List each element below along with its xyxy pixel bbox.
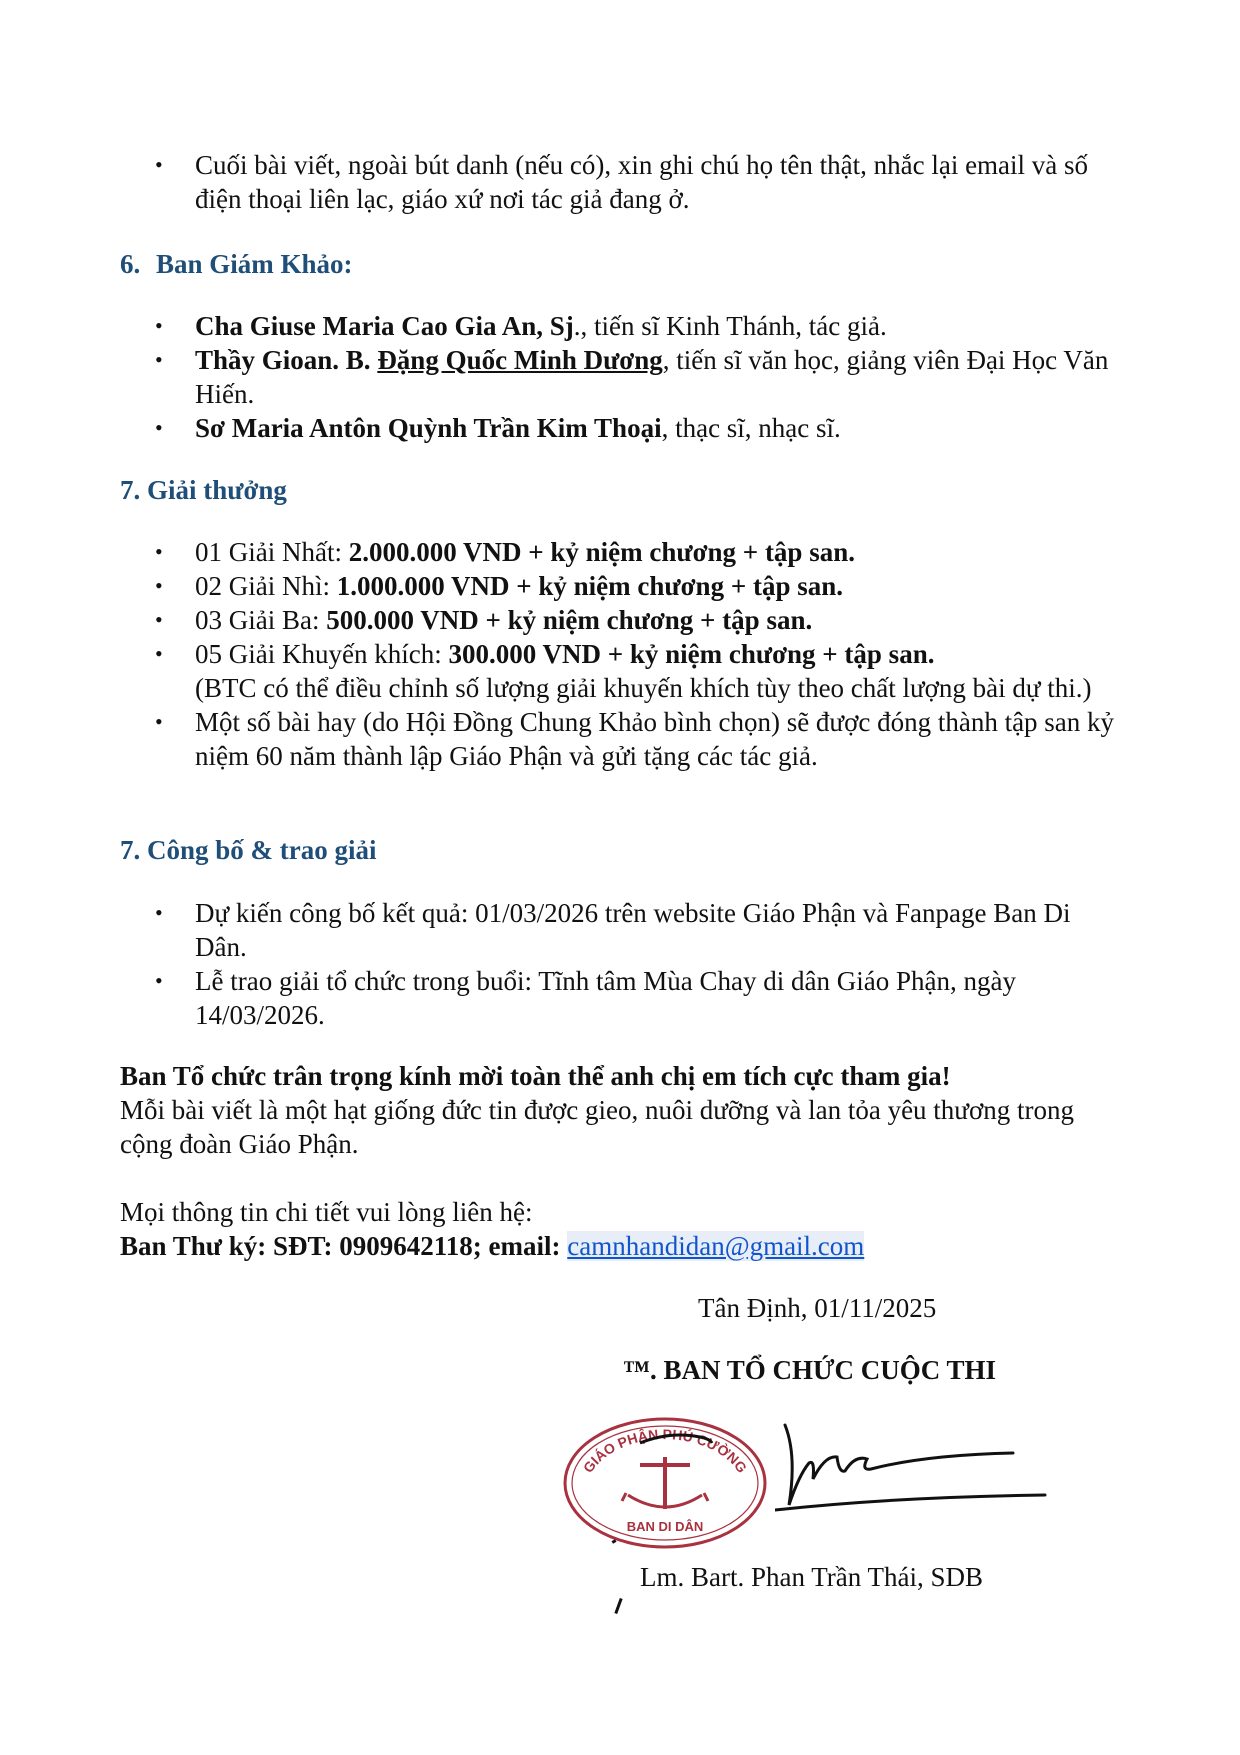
- list-item: • 02 Giải Nhì: 1.000.000 VND + kỷ niệm chương + tập san.: [0, 569, 1115, 603]
- contact-paragraph: [120, 1195, 1120, 1263]
- judges-list: [0, 309, 1115, 445]
- prize-amount: 500.000 VND + kỷ niệm chương + tập san.: [326, 605, 813, 635]
- prize-amount: 2.000.000 VND + kỷ niệm chương + tập san.: [348, 537, 855, 567]
- list-item: • 05 Giải Khuyến khích: 300.000 VND + kỷ niệm chương + tập san. (BTC có thể điều chỉnh số lượng giải khuyến khích tùy theo chất lượng bài dự thi.): [0, 637, 1115, 705]
- judge-name: Cha Giuse Maria Cao Gia An, Sj: [195, 311, 574, 341]
- section-title: 7. Công bố & trao giải: [120, 835, 377, 865]
- prizes-list: [0, 535, 1115, 773]
- signature-mark: [775, 1415, 1055, 1525]
- list-item: • Sơ Maria Antôn Quỳnh Trần Kim Thoại, thạc sĩ, nhạc sĩ.: [0, 411, 1115, 445]
- svg-text:BAN DI DÂN: BAN DI DÂN: [626, 1519, 704, 1534]
- prize-amount: 1.000.000 VND + kỷ niệm chương + tập san.: [336, 571, 843, 601]
- contact-intro: Mọi thông tin chi tiết vui lòng liên hệ:: [120, 1197, 533, 1227]
- list-item: • Cha Giuse Maria Cao Gia An, Sj., tiến sĩ Kinh Thánh, tác giả.: [0, 309, 1115, 343]
- list-item: • Dự kiến công bố kết quả: 01/03/2026 trên website Giáo Phận và Fanpage Ban Di Dân.: [0, 896, 1115, 964]
- closing-paragraph: [120, 1059, 1120, 1161]
- svg-text:GIÁO PHẬN PHÚ CƯỜNG: GIÁO PHẬN PHÚ CƯỜNG: [579, 1426, 751, 1476]
- list-item: • Một số bài hay (do Hội Đồng Chung Khảo bình chọn) sẽ được đóng thành tập san kỷ niệm 60 năm thành lập Giáo Phận và gửi tặng các tác giả.: [0, 705, 1115, 773]
- signatory-name: Lm. Bart. Phan Trần Thái, SDB: [640, 1562, 984, 1592]
- official-stamp: [560, 1413, 770, 1561]
- list-item: • Lễ trao giải tổ chức trong buổi: Tĩnh tâm Mùa Chay di dân Giáo Phận, ngày 14/03/2026.: [0, 964, 1115, 1032]
- prize-amount: 300.000 VND + kỷ niệm chương + tập san.: [448, 639, 935, 669]
- list-item: • 03 Giải Ba: 500.000 VND + kỷ niệm chương + tập san.: [0, 603, 1115, 637]
- prize-note: (BTC có thể điều chỉnh số lượng giải khuyến khích tùy theo chất lượng bài dự thi.): [195, 673, 1092, 703]
- intro-section: [0, 148, 1115, 216]
- closing-invitation: Ban Tổ chức trân trọng kính mời toàn thể anh chị em tích cực tham gia!: [120, 1061, 951, 1091]
- judge-title: Thầy Gioan. B.: [195, 345, 378, 375]
- list-item: • Thầy Gioan. B. Đặng Quốc Minh Dương, tiến sĩ văn học, giảng viên Đại Học Văn Hiến.: [0, 343, 1115, 411]
- judge-name: Sơ Maria Antôn Quỳnh Trần Kim Thoại: [195, 413, 662, 443]
- list-item: • 01 Giải Nhất: 2.000.000 VND + kỷ niệm chương + tập san.: [0, 535, 1115, 569]
- place-date: Tân Định, 01/11/2025: [698, 1293, 937, 1323]
- section-title: 7. Giải thưởng: [120, 475, 287, 505]
- email-link[interactable]: camnhandidan@gmail.com: [567, 1231, 865, 1261]
- announce-list: [0, 896, 1115, 1032]
- handwritten-signature: [775, 1415, 1055, 1533]
- organizer-title: ™. BAN TỔ CHỨC CUỘC THI: [623, 1355, 997, 1385]
- section-heading-prizes: [120, 473, 287, 507]
- ink-mark: [614, 1598, 622, 1614]
- judge-name: Đặng Quốc Minh Dương: [377, 345, 663, 375]
- section-heading-announce: [120, 833, 377, 867]
- stamp-seal: [560, 1413, 770, 1553]
- section-title: Ban Giám Khảo:: [156, 249, 353, 279]
- closing-text: Mỗi bài viết là một hạt giống đức tin được gieo, nuôi dưỡng và lan tỏa yêu thương trong cộng đoàn Giáo Phận.: [120, 1095, 1074, 1159]
- section-heading-judges: [120, 247, 353, 281]
- contact-label: Ban Thư ký: SĐT: 0909642118; email:: [120, 1231, 568, 1261]
- list-item: • Cuối bài viết, ngoài bút danh (nếu có), xin ghi chú họ tên thật, nhắc lại email và số điện thoại liên lạc, giáo xứ nơi tác giả đang ở.: [0, 148, 1115, 216]
- section-number: 6.: [120, 249, 141, 279]
